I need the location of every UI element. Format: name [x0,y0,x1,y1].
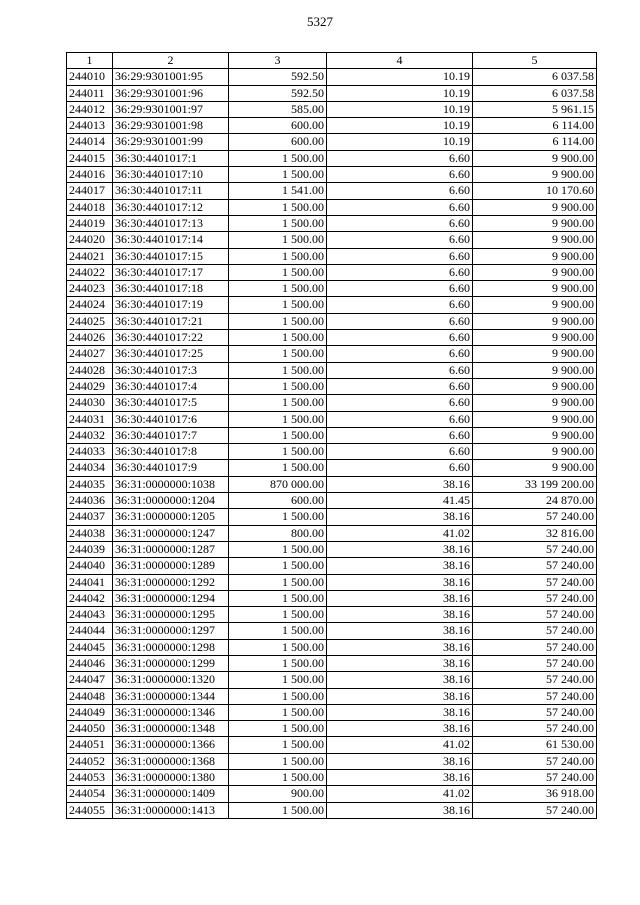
cell-cadastral-value: 57 240.00 [473,607,597,623]
table-row [67,346,597,362]
cell-area: 1 500.00 [229,460,327,476]
cell-cadastral-value: 57 240.00 [473,639,597,655]
cell-cadastral-value: 33 199 200.00 [473,476,597,492]
cell-area: 1 500.00 [229,362,327,378]
table-row [67,493,597,509]
table-row [67,721,597,737]
table-row [67,297,597,313]
cell-area: 1 500.00 [229,264,327,280]
cell-cadastral-number: 36:31:0000000:1247 [113,525,229,541]
cell-cadastral-number: 36:30:4401017:19 [113,297,229,313]
cell-cadastral-number: 36:30:4401017:14 [113,232,229,248]
cell-row-number: 244019 [67,215,113,231]
cell-cadastral-number: 36:30:4401017:5 [113,395,229,411]
cell-area: 1 500.00 [229,590,327,606]
table-header [67,53,597,69]
cell-specific-value: 38.16 [327,607,473,623]
cell-row-number: 244045 [67,639,113,655]
cell-cadastral-value: 57 240.00 [473,753,597,769]
cell-row-number: 244018 [67,199,113,215]
cell-cadastral-value: 6 037.58 [473,69,597,85]
cell-specific-value: 38.16 [327,688,473,704]
cell-row-number: 244031 [67,411,113,427]
cell-cadastral-value: 9 900.00 [473,362,597,378]
cell-row-number: 244013 [67,118,113,134]
cell-cadastral-number: 36:31:0000000:1413 [113,802,229,818]
table-body [67,69,597,819]
cell-cadastral-number: 36:30:4401017:8 [113,444,229,460]
cell-cadastral-value: 6 114.00 [473,134,597,150]
cell-cadastral-number: 36:30:4401017:1 [113,150,229,166]
cell-cadastral-number: 36:30:4401017:21 [113,313,229,329]
cell-area: 1 500.00 [229,411,327,427]
cell-area: 1 500.00 [229,672,327,688]
cell-row-number: 244049 [67,704,113,720]
table-row [67,655,597,671]
cell-row-number: 244020 [67,232,113,248]
cell-area: 870 000.00 [229,476,327,492]
table-row [67,476,597,492]
cell-specific-value: 6.60 [327,199,473,215]
cell-cadastral-value: 57 240.00 [473,558,597,574]
cell-row-number: 244033 [67,444,113,460]
cell-specific-value: 6.60 [327,395,473,411]
cell-row-number: 244028 [67,362,113,378]
cell-row-number: 244044 [67,623,113,639]
cell-cadastral-number: 36:31:0000000:1298 [113,639,229,655]
table-row [67,183,597,199]
cell-specific-value: 10.19 [327,69,473,85]
cell-row-number: 244017 [67,183,113,199]
cell-area: 1 500.00 [229,232,327,248]
cell-area: 1 500.00 [229,330,327,346]
header-row [67,53,597,69]
table-row [67,623,597,639]
cell-row-number: 244034 [67,460,113,476]
cell-specific-value: 6.60 [327,215,473,231]
table-row [67,69,597,85]
cell-row-number: 244037 [67,509,113,525]
column-header-2: 2 [113,53,229,69]
cell-area: 1 500.00 [229,704,327,720]
cell-row-number: 244055 [67,802,113,818]
cell-cadastral-number: 36:30:4401017:15 [113,248,229,264]
table-row [67,215,597,231]
cell-area: 1 500.00 [229,688,327,704]
table-row [67,232,597,248]
cell-row-number: 244054 [67,786,113,802]
cell-cadastral-value: 9 900.00 [473,460,597,476]
cell-cadastral-value: 9 900.00 [473,199,597,215]
cell-specific-value: 38.16 [327,574,473,590]
cell-cadastral-number: 36:30:4401017:6 [113,411,229,427]
cell-area: 1 500.00 [229,721,327,737]
cell-cadastral-number: 36:29:9301001:98 [113,118,229,134]
cell-specific-value: 41.02 [327,525,473,541]
cell-area: 1 500.00 [229,444,327,460]
cell-area: 1 500.00 [229,655,327,671]
cell-specific-value: 10.19 [327,101,473,117]
cell-cadastral-number: 36:30:4401017:25 [113,346,229,362]
table-row [67,574,597,590]
cell-row-number: 244050 [67,721,113,737]
cell-row-number: 244010 [67,69,113,85]
cell-specific-value: 38.16 [327,509,473,525]
cell-cadastral-number: 36:30:4401017:10 [113,167,229,183]
cell-area: 1 500.00 [229,346,327,362]
table-row [67,313,597,329]
cell-area: 1 500.00 [229,770,327,786]
cell-cadastral-value: 9 900.00 [473,313,597,329]
cell-row-number: 244026 [67,330,113,346]
cell-area: 900.00 [229,786,327,802]
cell-row-number: 244022 [67,264,113,280]
cell-specific-value: 38.16 [327,558,473,574]
cell-row-number: 244040 [67,558,113,574]
cell-specific-value: 38.16 [327,655,473,671]
cell-specific-value: 38.16 [327,639,473,655]
cell-specific-value: 6.60 [327,183,473,199]
cell-cadastral-value: 9 900.00 [473,264,597,280]
cell-row-number: 244023 [67,281,113,297]
cell-area: 1 500.00 [229,378,327,394]
cell-cadastral-number: 36:29:9301001:96 [113,85,229,101]
cell-row-number: 244046 [67,655,113,671]
cell-cadastral-value: 57 240.00 [473,704,597,720]
cell-area: 1 500.00 [229,574,327,590]
cell-cadastral-value: 9 900.00 [473,215,597,231]
cell-area: 1 500.00 [229,297,327,313]
cell-area: 1 500.00 [229,427,327,443]
table-row [67,395,597,411]
cell-cadastral-number: 36:31:0000000:1299 [113,655,229,671]
table-row [67,639,597,655]
table-row [67,167,597,183]
cell-specific-value: 6.60 [327,378,473,394]
cell-specific-value: 6.60 [327,281,473,297]
table-row [67,362,597,378]
cell-area: 1 500.00 [229,395,327,411]
table-row [67,802,597,818]
cell-cadastral-number: 36:31:0000000:1205 [113,509,229,525]
cell-cadastral-value: 36 918.00 [473,786,597,802]
cell-cadastral-value: 57 240.00 [473,770,597,786]
cell-row-number: 244030 [67,395,113,411]
table-row [67,558,597,574]
cell-cadastral-number: 36:31:0000000:1038 [113,476,229,492]
table-row [67,378,597,394]
table-row [67,607,597,623]
cell-specific-value: 38.16 [327,672,473,688]
cell-row-number: 244024 [67,297,113,313]
cell-cadastral-value: 10 170.60 [473,183,597,199]
cell-area: 1 500.00 [229,215,327,231]
cell-cadastral-value: 5 961.15 [473,101,597,117]
cell-row-number: 244047 [67,672,113,688]
cell-specific-value: 6.60 [327,297,473,313]
cell-area: 800.00 [229,525,327,541]
cell-cadastral-value: 61 530.00 [473,737,597,753]
cell-row-number: 244048 [67,688,113,704]
table-row [67,737,597,753]
table-row [67,753,597,769]
cell-row-number: 244043 [67,607,113,623]
cell-area: 1 541.00 [229,183,327,199]
cell-area: 592.50 [229,69,327,85]
cell-area: 1 500.00 [229,737,327,753]
cell-area: 1 500.00 [229,541,327,557]
cell-specific-value: 41.02 [327,786,473,802]
cell-row-number: 244025 [67,313,113,329]
table-row [67,264,597,280]
cell-specific-value: 6.60 [327,248,473,264]
cell-cadastral-value: 9 900.00 [473,330,597,346]
cell-area: 1 500.00 [229,639,327,655]
cell-cadastral-value: 57 240.00 [473,574,597,590]
cell-cadastral-number: 36:30:4401017:4 [113,378,229,394]
cell-specific-value: 38.16 [327,802,473,818]
cell-row-number: 244011 [67,85,113,101]
cell-specific-value: 6.60 [327,232,473,248]
cell-cadastral-value: 9 900.00 [473,232,597,248]
cell-row-number: 244051 [67,737,113,753]
cell-specific-value: 6.60 [327,346,473,362]
table-row [67,248,597,264]
cadastral-value-table [66,52,597,819]
table-row [67,770,597,786]
cell-row-number: 244027 [67,346,113,362]
cell-specific-value: 38.16 [327,623,473,639]
cell-cadastral-number: 36:31:0000000:1366 [113,737,229,753]
table-row [67,281,597,297]
cell-specific-value: 38.16 [327,721,473,737]
cell-cadastral-number: 36:31:0000000:1320 [113,672,229,688]
cell-specific-value: 6.60 [327,427,473,443]
cell-cadastral-number: 36:29:9301001:99 [113,134,229,150]
cell-specific-value: 6.60 [327,411,473,427]
cell-cadastral-value: 9 900.00 [473,297,597,313]
cell-row-number: 244041 [67,574,113,590]
cell-row-number: 244038 [67,525,113,541]
cell-cadastral-number: 36:30:4401017:11 [113,183,229,199]
table-row [67,590,597,606]
cell-cadastral-number: 36:30:4401017:7 [113,427,229,443]
cell-cadastral-value: 6 037.58 [473,85,597,101]
cell-row-number: 244052 [67,753,113,769]
cell-cadastral-number: 36:31:0000000:1289 [113,558,229,574]
table-row [67,101,597,117]
cell-specific-value: 6.60 [327,150,473,166]
table-row [67,150,597,166]
cell-cadastral-number: 36:31:0000000:1368 [113,753,229,769]
cell-cadastral-value: 57 240.00 [473,541,597,557]
cell-cadastral-number: 36:31:0000000:1344 [113,688,229,704]
table-row [67,134,597,150]
cell-cadastral-value: 9 900.00 [473,167,597,183]
cell-row-number: 244014 [67,134,113,150]
cell-specific-value: 6.60 [327,460,473,476]
cell-cadastral-value: 6 114.00 [473,118,597,134]
cell-specific-value: 38.16 [327,476,473,492]
cell-cadastral-value: 57 240.00 [473,802,597,818]
table-row [67,786,597,802]
cell-area: 592.50 [229,85,327,101]
cell-area: 1 500.00 [229,802,327,818]
cell-cadastral-number: 36:29:9301001:95 [113,69,229,85]
cell-cadastral-value: 9 900.00 [473,395,597,411]
table-row [67,330,597,346]
cell-cadastral-value: 32 816.00 [473,525,597,541]
cell-cadastral-value: 9 900.00 [473,248,597,264]
table-row [67,427,597,443]
cell-specific-value: 6.60 [327,444,473,460]
table-row [67,85,597,101]
cell-specific-value: 38.16 [327,704,473,720]
cell-cadastral-number: 36:31:0000000:1348 [113,721,229,737]
cell-area: 1 500.00 [229,607,327,623]
cell-specific-value: 10.19 [327,118,473,134]
cell-cadastral-value: 9 900.00 [473,150,597,166]
page-number: 5327 [307,14,333,29]
cell-row-number: 244012 [67,101,113,117]
table-row [67,460,597,476]
cell-cadastral-number: 36:31:0000000:1295 [113,607,229,623]
cell-cadastral-number: 36:30:4401017:13 [113,215,229,231]
cell-area: 1 500.00 [229,509,327,525]
cell-cadastral-number: 36:30:4401017:22 [113,330,229,346]
cell-row-number: 244035 [67,476,113,492]
cell-cadastral-value: 9 900.00 [473,411,597,427]
cell-cadastral-value: 9 900.00 [473,378,597,394]
cell-cadastral-value: 24 870.00 [473,493,597,509]
cell-row-number: 244042 [67,590,113,606]
cell-area: 1 500.00 [229,753,327,769]
column-header-1: 1 [67,53,113,69]
cell-cadastral-value: 9 900.00 [473,281,597,297]
cell-specific-value: 38.16 [327,753,473,769]
cell-cadastral-number: 36:31:0000000:1287 [113,541,229,557]
cell-specific-value: 6.60 [327,362,473,378]
cell-cadastral-number: 36:31:0000000:1346 [113,704,229,720]
cell-cadastral-number: 36:29:9301001:97 [113,101,229,117]
table-row [67,444,597,460]
cell-row-number: 244039 [67,541,113,557]
cell-cadastral-number: 36:31:0000000:1292 [113,574,229,590]
cell-row-number: 244053 [67,770,113,786]
cell-cadastral-value: 57 240.00 [473,655,597,671]
cell-cadastral-value: 57 240.00 [473,688,597,704]
cell-area: 1 500.00 [229,167,327,183]
column-header-4: 4 [327,53,473,69]
table-row [67,672,597,688]
cell-row-number: 244021 [67,248,113,264]
cell-cadastral-number: 36:31:0000000:1204 [113,493,229,509]
table-row [67,509,597,525]
cell-area: 585.00 [229,101,327,117]
table-row [67,525,597,541]
cell-cadastral-number: 36:30:4401017:12 [113,199,229,215]
table-row [67,199,597,215]
cell-area: 1 500.00 [229,199,327,215]
cell-specific-value: 38.16 [327,770,473,786]
cell-cadastral-number: 36:30:4401017:17 [113,264,229,280]
cell-cadastral-value: 57 240.00 [473,623,597,639]
cell-specific-value: 6.60 [327,330,473,346]
cell-cadastral-number: 36:31:0000000:1297 [113,623,229,639]
cell-specific-value: 38.16 [327,590,473,606]
cell-cadastral-number: 36:30:4401017:18 [113,281,229,297]
table-row [67,411,597,427]
cell-area: 1 500.00 [229,313,327,329]
cell-area: 600.00 [229,134,327,150]
cell-cadastral-value: 9 900.00 [473,444,597,460]
cell-specific-value: 6.60 [327,264,473,280]
cell-cadastral-number: 36:31:0000000:1294 [113,590,229,606]
cell-row-number: 244029 [67,378,113,394]
table-row [67,704,597,720]
cell-cadastral-value: 9 900.00 [473,346,597,362]
cell-specific-value: 10.19 [327,134,473,150]
cell-row-number: 244036 [67,493,113,509]
cell-area: 1 500.00 [229,248,327,264]
cell-cadastral-value: 9 900.00 [473,427,597,443]
table-row [67,118,597,134]
table-row [67,688,597,704]
cell-cadastral-value: 57 240.00 [473,590,597,606]
cell-area: 1 500.00 [229,558,327,574]
column-header-3: 3 [229,53,327,69]
cell-cadastral-number: 36:30:4401017:3 [113,362,229,378]
cell-specific-value: 6.60 [327,167,473,183]
cell-cadastral-number: 36:31:0000000:1380 [113,770,229,786]
table-row [67,541,597,557]
cell-cadastral-value: 57 240.00 [473,721,597,737]
cell-area: 1 500.00 [229,281,327,297]
cell-cadastral-number: 36:30:4401017:9 [113,460,229,476]
cell-specific-value: 38.16 [327,541,473,557]
cell-cadastral-number: 36:31:0000000:1409 [113,786,229,802]
cell-specific-value: 10.19 [327,85,473,101]
column-header-5: 5 [473,53,597,69]
cell-cadastral-value: 57 240.00 [473,672,597,688]
cell-specific-value: 6.60 [327,313,473,329]
cell-area: 600.00 [229,118,327,134]
cell-area: 600.00 [229,493,327,509]
cell-area: 1 500.00 [229,150,327,166]
cell-specific-value: 41.45 [327,493,473,509]
cell-cadastral-value: 57 240.00 [473,509,597,525]
cell-area: 1 500.00 [229,623,327,639]
cell-row-number: 244016 [67,167,113,183]
cell-row-number: 244015 [67,150,113,166]
cell-specific-value: 41.02 [327,737,473,753]
cell-row-number: 244032 [67,427,113,443]
